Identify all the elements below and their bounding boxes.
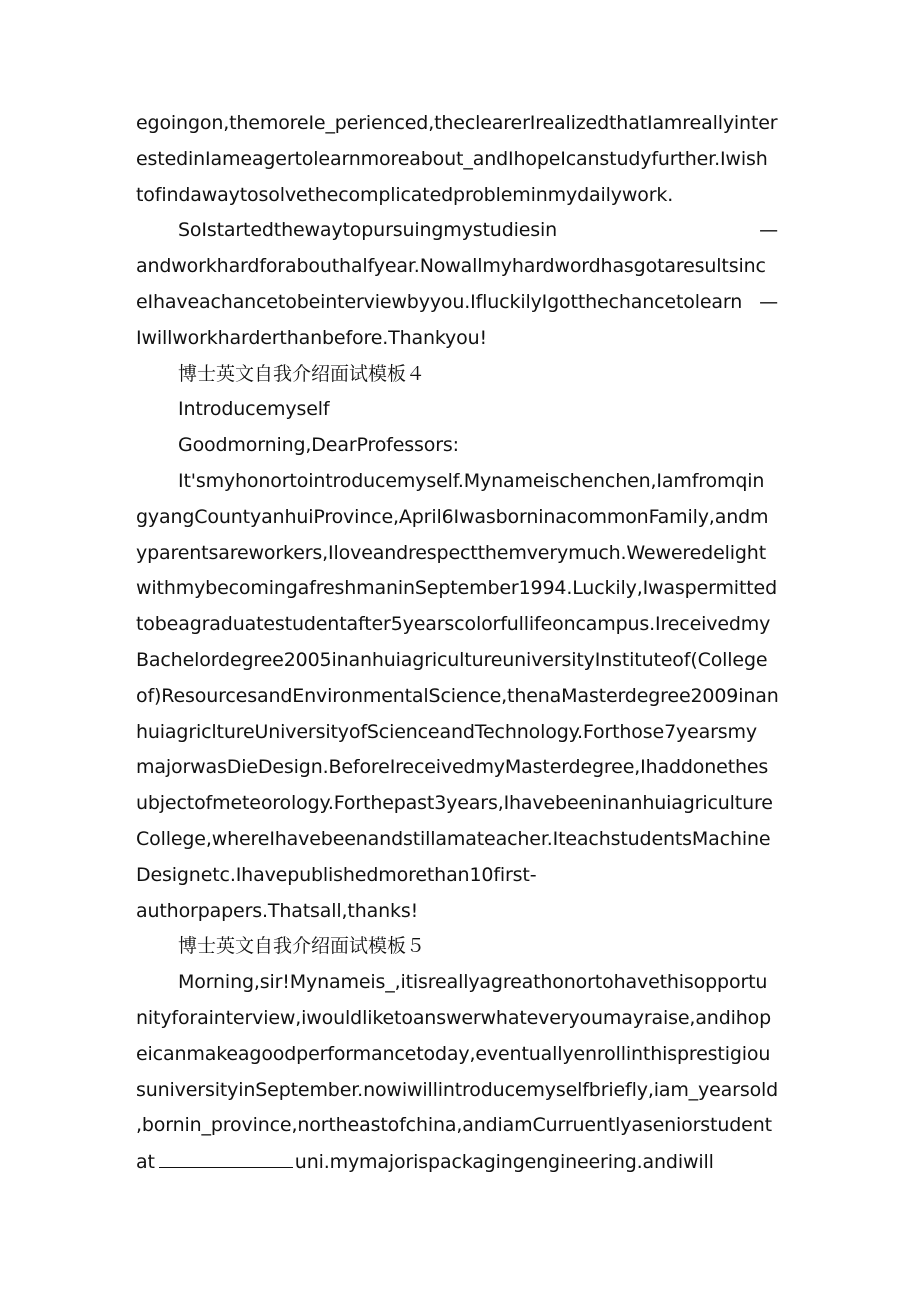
paragraph-line: nityforainterview,iwouldliketoanswerwhateveryoumayraise,andihop [136,1006,772,1029]
section-title: Introducemyself [178,398,330,421]
greeting-line: Goodmorning,DearProfessors: [178,434,459,457]
paragraph-line: Designetc.Ihavepublishedmorethan10first- [136,863,537,886]
paragraph-line: withmybecomingafreshmaninSeptember1994.Luckily,Iwaspermitted [136,577,777,600]
paragraph-line: tobeagraduatestudentafter5yearscolorfullifeoncampus.Ireceivedmy [136,613,771,636]
paragraph-line: authorpapers.Thatsall,thanks! [136,899,419,922]
paragraph-line: majorwasDieDesign.BeforeIreceivedmyMasterdegree,Ihaddonethes [136,756,769,779]
paragraph-line: huiagricltureUniversityofScienceandTechnology.Forthose7yearsmy [136,720,757,743]
paragraph-line [136,213,786,249]
paragraph-line: suniversityinSeptember.nowiwillintroducemyselfbriefly,iam_yearsold [136,1078,779,1101]
paragraph-line: yparentsareworkers,Iloveandrespectthemverymuch.Weweredelight [136,541,766,564]
paragraph-line: Bachelordegree2005inanhuiagricultureuniversityInstituteof(College [136,648,768,671]
paragraph-line: College,whereIhavebeenandstillamateacher.IteachstudentsMachine [136,827,771,850]
paragraph-line: estedinIameagertolearnmoreabout_andIhopeIcanstudyfurther.Iwish [136,147,768,170]
fill-in-blank [159,1144,293,1168]
paragraph-line: egoingon,themoreIe_perienced,theclearerIrealizedthatIamreallyinter [136,112,778,134]
paragraph-line [136,285,786,321]
paragraph-line: Morning,sir!Mynameis_,itisreallyagreathonortohavethisopportu [178,971,768,994]
paragraph-line: gyangCountyanhuiProvince,April6IwasborninacommonFamily,andm [136,505,769,528]
section-heading: 博士英文自我介绍面试模板５ [178,935,426,958]
paragraph-line [136,1144,786,1180]
paragraph-text: SoIstartedthewaytopursuingmystudiesin [178,219,558,242]
document-body [136,106,786,1180]
paragraph-line: andworkhardforabouthalfyear.Nowallmyhardwordhasgotaresultsinc [136,255,766,278]
section-heading: 博士英文自我介绍面试模板４ [178,362,426,385]
paragraph-line: eicanmakeagoodperformancetoday,eventuallyenrollinthisprestigiou [136,1042,771,1065]
paragraph-text: uni.mymajorispackagingengineering.andiwill [294,1151,714,1174]
paragraph-line: tofindawaytosolvethecomplicatedprobleminmydailywork. [136,183,674,206]
paragraph-text: eIhaveachancetobeinterviewbyyou.IfluckilyIgotthechancetolearn [136,290,743,313]
paragraph-text: at [136,1151,155,1174]
dash-mark: — [759,219,778,242]
paragraph-line: Iwillworkharderthanbefore.Thankyou! [136,326,487,349]
paragraph-line: ,bornin_province,northeastofchina,andiamCurruentlyaseniorstudent [136,1114,772,1137]
paragraph-line: ubjectofmeteorology.Forthepast3years,Ihavebeeninanhuiagriculture [136,792,773,815]
paragraph-line: of)ResourcesandEnvironmentalScience,thenaMasterdegree2009inan [136,684,779,707]
dash-mark: — [759,290,778,313]
paragraph-line: It'smyhonortointroducemyself.Mynameischenchen,Iamfromqin [178,469,765,492]
